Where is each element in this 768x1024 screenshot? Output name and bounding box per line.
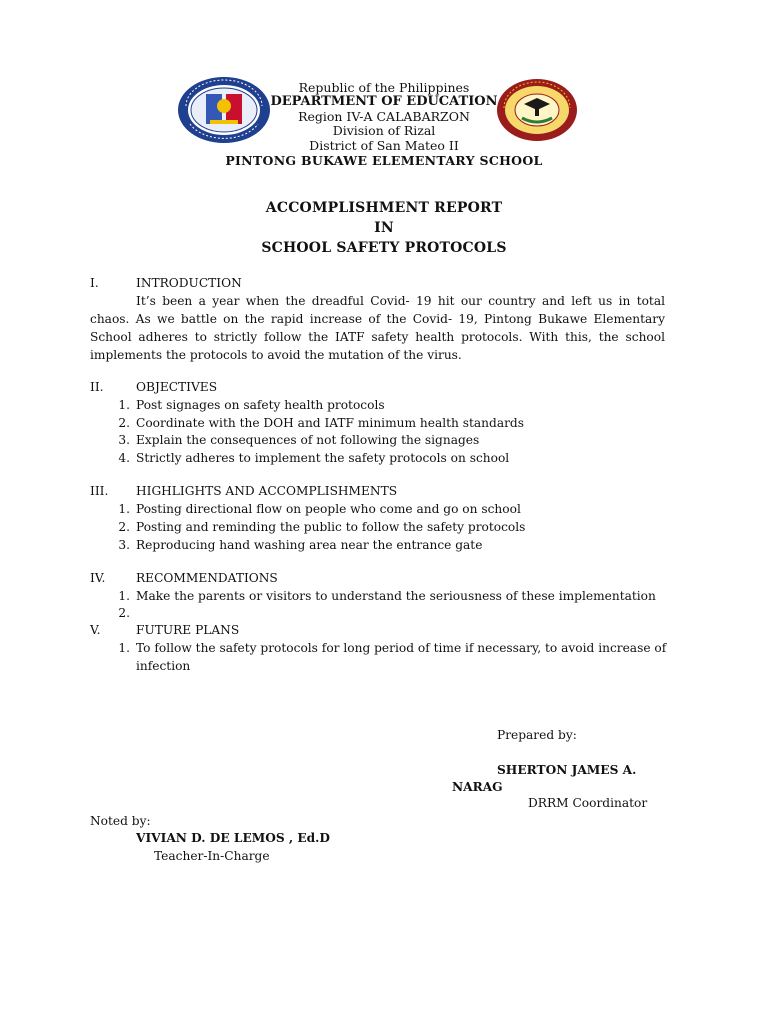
list-item-number: 2. [118,606,130,620]
prepared-by-name: SHERTON JAMES A. [497,763,637,777]
list-item-number: 2. [118,520,130,534]
list-item-number: 4. [118,451,130,465]
department-line: DEPARTMENT OF EDUCATION [270,94,498,109]
district-line: District of San Mateo II [309,138,459,153]
report-title-line1: ACCOMPLISHMENT REPORT [265,200,503,216]
section-title-recommendations: RECOMMENDATIONS [136,571,278,585]
section-number: II. [90,380,104,394]
prepared-by-label: Prepared by: [497,728,577,742]
list-item-continuation: infection [136,659,191,673]
list-item: Reproducing hand washing area near the entrance gate [136,538,483,552]
list-item-number: 1. [118,589,130,603]
region-line: Region IV-A CALABARZON [298,109,470,124]
noted-by-label: Noted by: [90,814,151,828]
list-item-number: 1. [118,641,130,655]
list-item: Strictly adheres to implement the safety protocols on school [136,451,510,465]
noted-by-name: VIVIAN D. DE LEMOS , Ed.D [136,831,330,845]
section-number: IV. [90,571,106,585]
section-number: V. [90,623,101,637]
section-number: I. [90,276,99,290]
prepared-by-name-continued: NARAG [452,780,503,794]
school-name: PINTONG BUKAWE ELEMENTARY SCHOOL [225,153,543,168]
list-item: Explain the consequences of not following the signages [136,433,480,447]
list-item: Coordinate with the DOH and IATF minimum health standards [136,416,524,430]
section-title-future-plans: FUTURE PLANS [136,623,240,637]
list-item: Post signages on safety health protocols [136,398,385,412]
prepared-by-role: DRRM Coordinator [528,796,648,810]
introduction-paragraph [90,292,665,364]
section-number: III. [90,484,109,498]
section-title-highlights: HIGHLIGHTS AND ACCOMPLISHMENTS [136,484,398,498]
noted-by-role: Teacher-In-Charge [154,849,270,863]
list-item: Posting directional flow on people who come and go on school [136,502,521,516]
introduction-text: It’s been a year when the dreadful Covid- 19 hit our country and left us in total chaos. As we battle on the rapid increase of the Covid- 19, Pintong Bukawe Elementary School adheres to strictly follow the IATF safety health protocols. With this, the school implements the protocols to avoid the mutation of the virus. [90,294,665,362]
list-item-number: 2. [118,416,130,430]
list-item-number: 1. [118,502,130,516]
list-item-number: 3. [118,538,130,552]
list-item: Make the parents or visitors to understand the seriousness of these implementation [136,589,656,603]
republic-line: Republic of the Philippines [298,80,470,95]
division-line: Division of Rizal [332,123,436,138]
list-item-number: 3. [118,433,130,447]
list-item: Posting and reminding the public to follow the safety protocols [136,520,526,534]
list-item: To follow the safety protocols for long period of time if necessary, to avoid increase of [136,641,667,655]
section-title-objectives: OBJECTIVES [136,380,218,394]
report-title-line2: IN [374,220,394,236]
report-title-line3: SCHOOL SAFETY PROTOCOLS [261,240,507,256]
section-title-introduction: INTRODUCTION [136,276,242,290]
list-item-number: 1. [118,398,130,412]
